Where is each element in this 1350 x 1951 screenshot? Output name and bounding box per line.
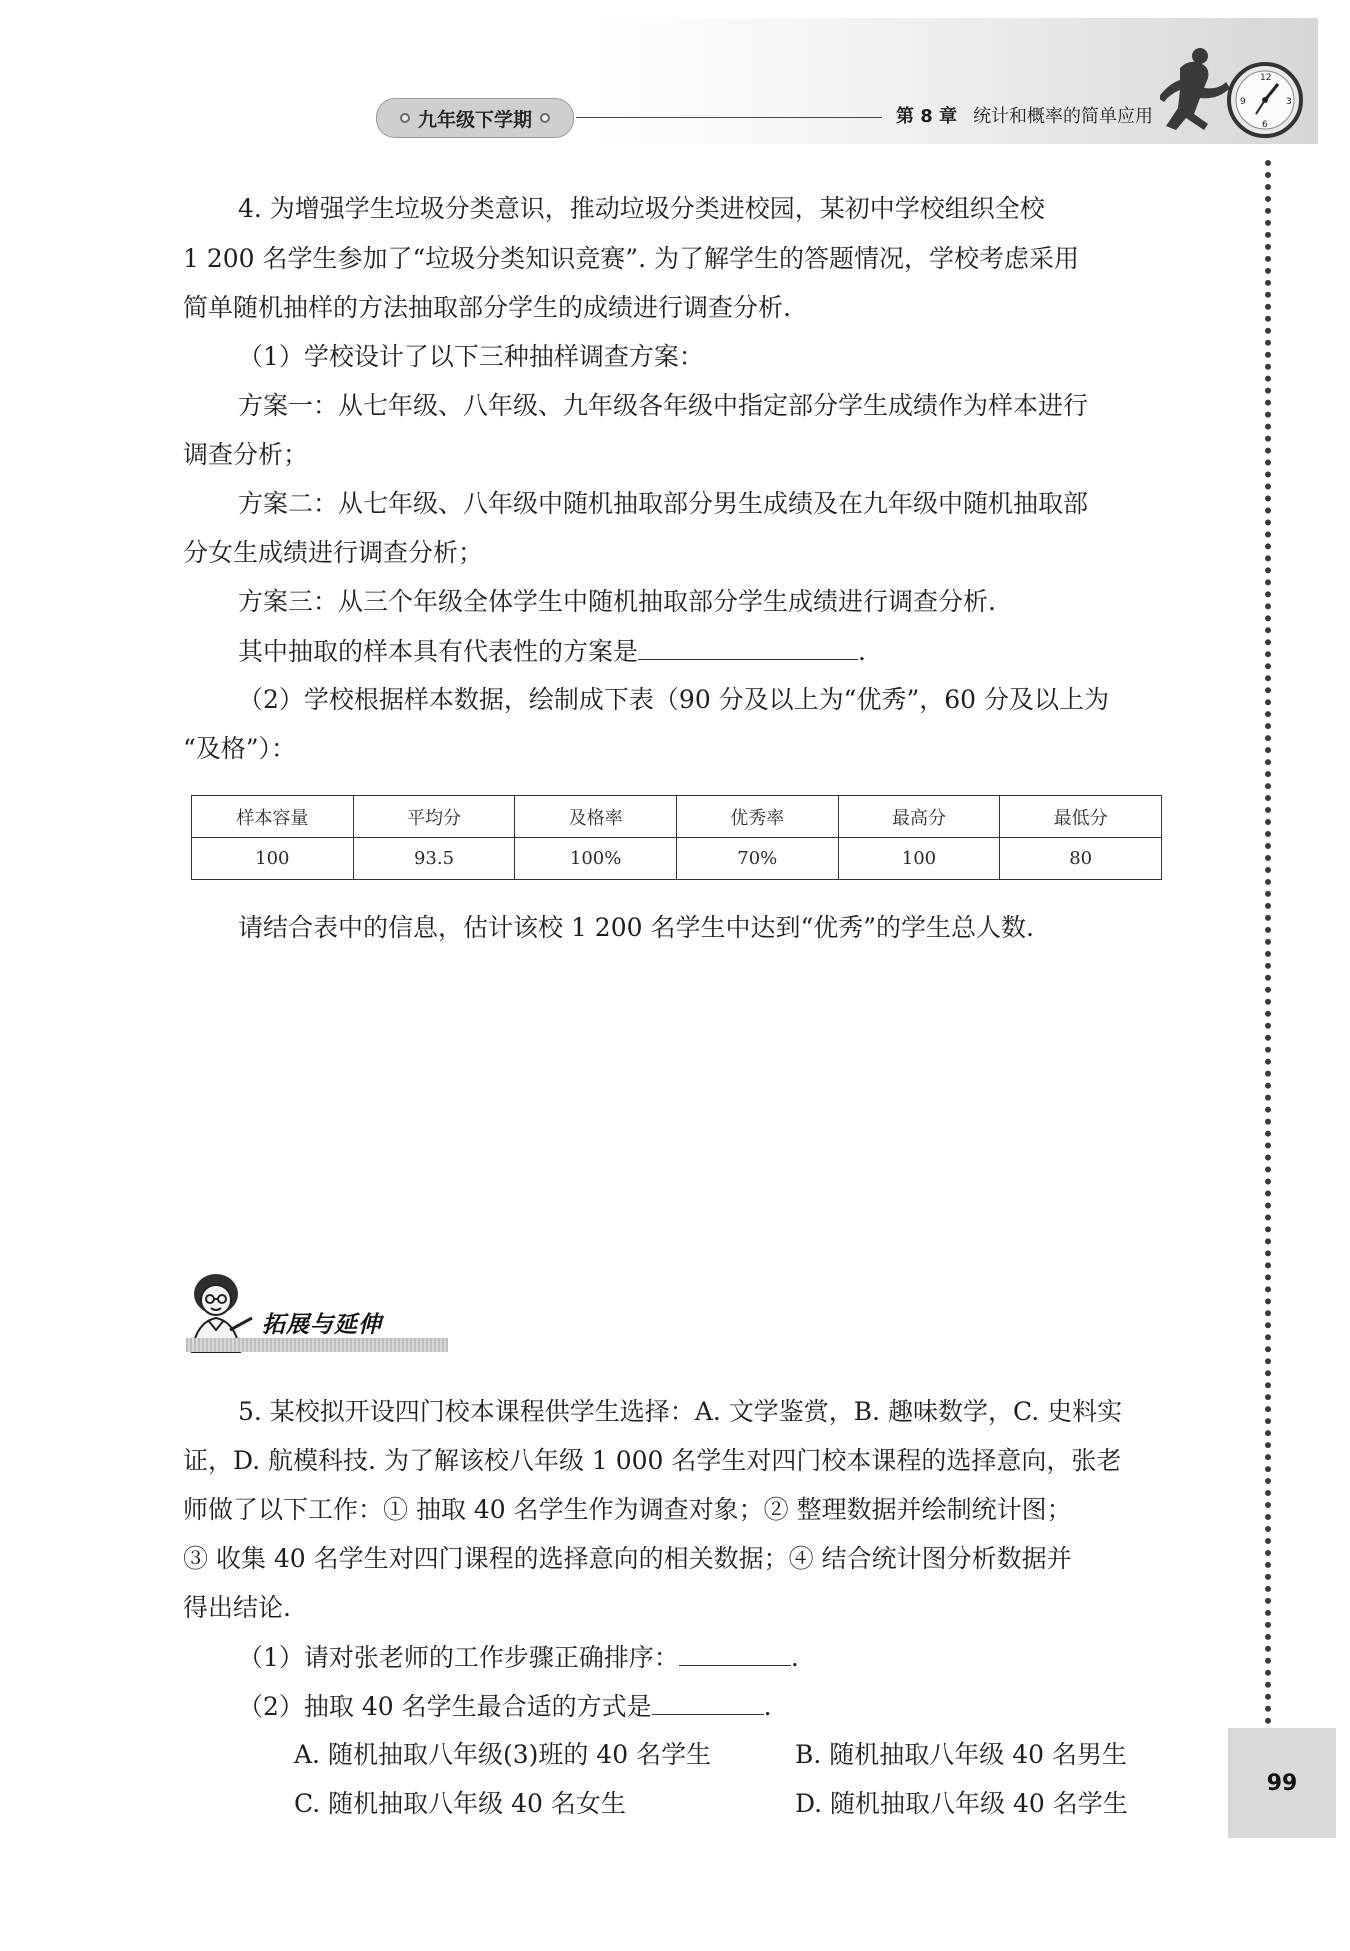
q5-line-3: 师做了以下工作：① 抽取 40 名学生作为调查对象；② 整理数据并绘制统计图；	[183, 1495, 1072, 1524]
svg-text:6: 6	[1262, 120, 1268, 130]
q5-line-2: 证，D. 航模科技. 为了解该校八年级 1 000 名学生对四门校本课程的选择意向，张老	[183, 1446, 1122, 1475]
pill-dot-icon	[540, 113, 550, 123]
q5-part2-end: .	[763, 1692, 772, 1721]
q5-option-c: C. 随机抽取八年级 40 名女生	[294, 1789, 626, 1818]
q4-line-3: 简单随机抽样的方法抽取部分学生的成绩进行调查分析.	[183, 293, 791, 322]
q5-part1-text: （1）请对张老师的工作步骤正确排序：	[238, 1643, 679, 1672]
section-banner	[178, 1268, 448, 1356]
margin-dotted-rule	[1265, 160, 1271, 1725]
chapter-title: 统计和概率的简单应用	[973, 106, 1154, 127]
table-cell: 100%	[515, 838, 677, 880]
table-header-cell: 样本容量	[192, 796, 354, 838]
q4-part2-line-1: （2）学校根据样本数据，绘制成下表（90 分及以上为“优秀”，60 分及以上为	[238, 685, 1109, 714]
table-header-cell: 最低分	[1000, 796, 1162, 838]
pill-dot-icon	[400, 113, 410, 123]
svg-text:9: 9	[1240, 97, 1246, 107]
q5-part2-text: （2）抽取 40 名学生最合适的方式是	[238, 1692, 652, 1721]
q5-option-a: A. 随机抽取八年级(3)班的 40 名学生	[294, 1740, 712, 1769]
section-underline	[186, 1338, 448, 1352]
answer-blank[interactable]	[679, 1641, 791, 1666]
table-cell: 93.5	[353, 838, 515, 880]
q4-part1-end: .	[858, 637, 866, 666]
sample-data-table	[191, 795, 1162, 880]
answer-blank[interactable]	[638, 635, 858, 660]
chapter-number: 第 8 章	[896, 106, 958, 127]
grade-label: 九年级下学期	[417, 108, 532, 131]
q5-part2	[238, 1690, 772, 1723]
q5-part1	[238, 1641, 799, 1674]
q4-part2-question: 请结合表中的信息，估计该校 1 200 名学生中达到“优秀”的学生总人数.	[238, 913, 1034, 942]
q4-plan3: 方案三：从三个年级全体学生中随机抽取部分学生成绩进行调查分析.	[238, 587, 996, 616]
svg-text:3: 3	[1286, 97, 1292, 107]
q4-part1-intro: （1）学校设计了以下三种抽样调查方案：	[238, 342, 704, 371]
runner-compass-icon	[1160, 48, 1310, 148]
page-number: 99	[1228, 1728, 1336, 1838]
q4-plan2-line-2: 分女生成绩进行调查分析；	[183, 538, 484, 567]
header-divider	[576, 117, 882, 118]
q4-plan1-line-2: 调查分析；	[183, 440, 309, 469]
answer-blank[interactable]	[652, 1690, 764, 1715]
table-cell: 80	[1000, 838, 1162, 880]
table-header-cell: 平均分	[353, 796, 515, 838]
q5-option-b: B. 随机抽取八年级 40 名男生	[795, 1740, 1127, 1769]
svg-text:12: 12	[1260, 73, 1272, 83]
q4-part1-question	[238, 635, 866, 668]
q4-part1-question-text: 其中抽取的样本具有代表性的方案是	[238, 637, 639, 666]
q5-line-5: 得出结论.	[183, 1593, 291, 1622]
q4-line-2: 1 200 名学生参加了“垃圾分类知识竞赛”. 为了解学生的答题情况，学校考虑采用	[183, 244, 1079, 273]
table-header-cell: 优秀率	[676, 796, 838, 838]
chapter-heading	[896, 102, 1153, 128]
q5-line-1: 5. 某校拟开设四门校本课程供学生选择：A. 文学鉴赏，B. 趣味数学，C. 史料实	[238, 1397, 1123, 1426]
q5-part1-end: .	[790, 1643, 799, 1672]
section-title: 拓展与延伸	[262, 1312, 382, 1338]
q4-line-1: 4. 为增强学生垃圾分类意识，推动垃圾分类进校园，某初中学校组织全校	[238, 194, 1045, 223]
table-header-cell: 及格率	[515, 796, 677, 838]
table-cell: 100	[838, 838, 1000, 880]
table-cell: 70%	[676, 838, 838, 880]
q4-plan1-line-1: 方案一：从七年级、八年级、九年级各年级中指定部分学生成绩作为样本进行	[238, 391, 1089, 420]
grade-pill	[376, 98, 574, 138]
q5-line-4: ③ 收集 40 名学生对四门课程的选择意向的相关数据；④ 结合统计图分析数据并	[183, 1544, 1072, 1573]
q5-option-d: D. 随机抽取八年级 40 名学生	[795, 1789, 1128, 1818]
q4-plan2-line-1: 方案二：从七年级、八年级中随机抽取部分男生成绩及在九年级中随机抽取部	[238, 489, 1089, 518]
table-header-row	[192, 796, 1162, 838]
table-row	[192, 838, 1162, 880]
q4-part2-line-2: “及格”）：	[183, 734, 297, 763]
table-cell: 100	[192, 838, 354, 880]
table-header-cell: 最高分	[838, 796, 1000, 838]
